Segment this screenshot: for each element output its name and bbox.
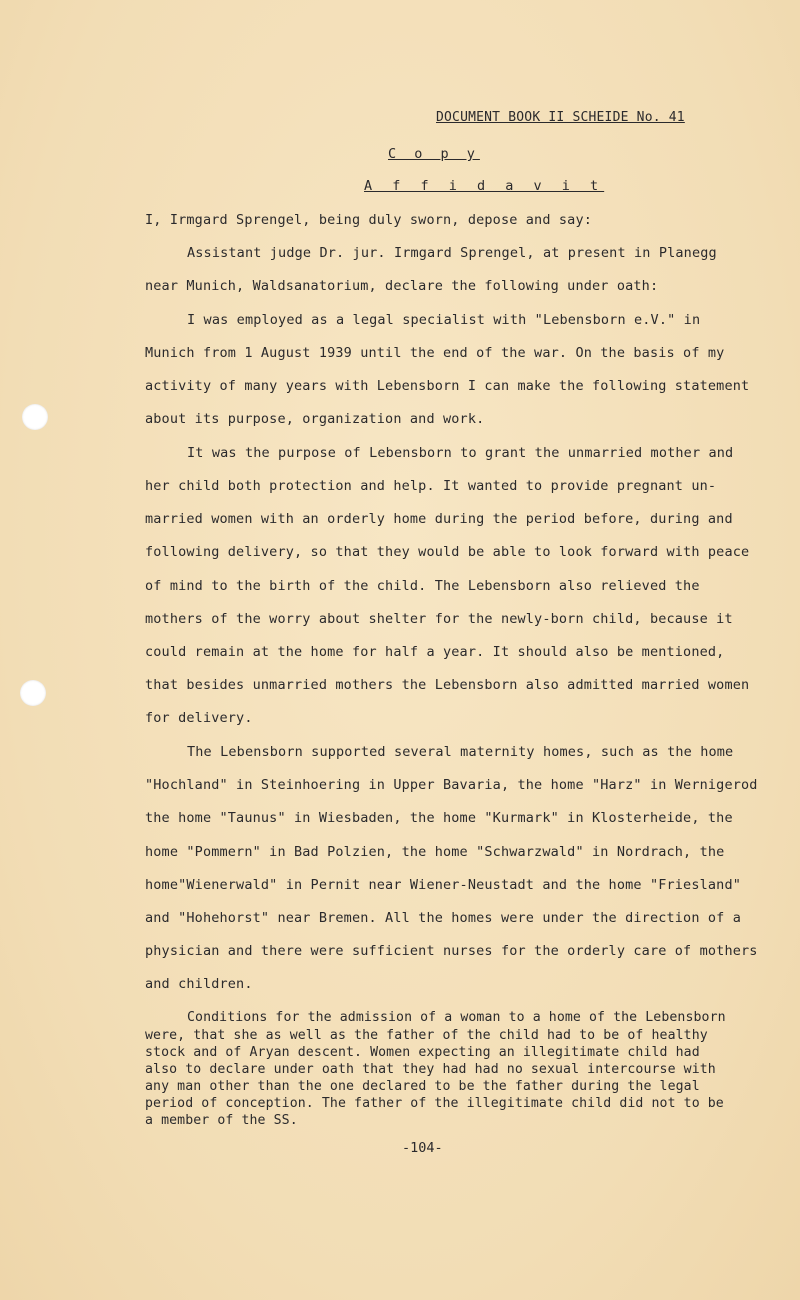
- text-line: the home "Taunus" in Wiesbaden, the home "Kurmark" in Klosterheide, the: [145, 810, 733, 826]
- copy-title: C o p y: [388, 146, 480, 162]
- text-line: her child both protection and help. It wanted to provide pregnant un-: [145, 478, 717, 494]
- text-line: a member of the SS.: [145, 1113, 298, 1128]
- text-line: physician and there were sufficient nurses for the orderly care of mothers: [145, 943, 758, 959]
- text-line: could remain at the home for half a year. It should also be mentioned,: [145, 644, 725, 660]
- text-line: and "Hohehorst" near Bremen. All the homes were under the direction of a: [145, 910, 741, 926]
- text-line: The Lebensborn supported several maternity homes, such as the home: [187, 744, 734, 760]
- text-line: any man other than the one declared to be the father during the legal: [145, 1079, 700, 1094]
- text-line: activity of many years with Lebensborn I can make the following statement: [145, 378, 750, 394]
- text-line: of mind to the birth of the child. The Lebensborn also relieved the: [145, 578, 700, 594]
- page-number: -104-: [402, 1140, 443, 1156]
- text-line: were, that she as well as the father of the child had to be of healthy: [145, 1028, 708, 1043]
- text-line: period of conception. The father of the illegitimate child did not to be: [145, 1096, 724, 1111]
- punch-hole-bottom: [20, 680, 46, 706]
- punch-hole-top: [22, 404, 48, 430]
- text-line: also to declare under oath that they had had no sexual intercourse with: [145, 1062, 716, 1077]
- text-line: home "Pommern" in Bad Polzien, the home "Schwarzwald" in Nordrach, the: [145, 844, 725, 860]
- affidavit-title: A f f i d a v i t: [364, 178, 605, 194]
- text-line: home"Wienerwald" in Pernit near Wiener-Neustadt and the home "Friesland": [145, 877, 741, 893]
- text-line: "Hochland" in Steinhoering in Upper Bavaria, the home "Harz" in Wernigerod: [145, 777, 758, 793]
- document-header: DOCUMENT BOOK II SCHEIDE No. 41: [436, 110, 685, 125]
- text-line: for delivery.: [145, 710, 253, 726]
- text-line: I was employed as a legal specialist with "Lebensborn e.V." in: [187, 312, 701, 328]
- text-line: near Munich, Waldsanatorium, declare the following under oath:: [145, 278, 659, 294]
- text-line: married women with an orderly home during the period before, during and: [145, 511, 733, 527]
- text-line: stock and of Aryan descent. Women expecting an illegitimate child had: [145, 1045, 700, 1060]
- text-line: that besides unmarried mothers the Lebensborn also admitted married women: [145, 677, 750, 693]
- text-line: It was the purpose of Lebensborn to grant the unmarried mother and: [187, 445, 734, 461]
- text-line: Assistant judge Dr. jur. Irmgard Sprengel, at present in Planegg: [187, 245, 717, 261]
- text-line: and children.: [145, 976, 253, 992]
- text-line: I, Irmgard Sprengel, being duly sworn, depose and say:: [145, 212, 592, 228]
- text-line: Conditions for the admission of a woman to a home of the Lebensborn: [187, 1010, 726, 1025]
- text-line: following delivery, so that they would be able to look forward with peace: [145, 544, 750, 560]
- text-line: mothers of the worry about shelter for the newly-born child, because it: [145, 611, 733, 627]
- text-line: Munich from 1 August 1939 until the end of the war. On the basis of my: [145, 345, 725, 361]
- text-line: about its purpose, organization and work.: [145, 411, 485, 427]
